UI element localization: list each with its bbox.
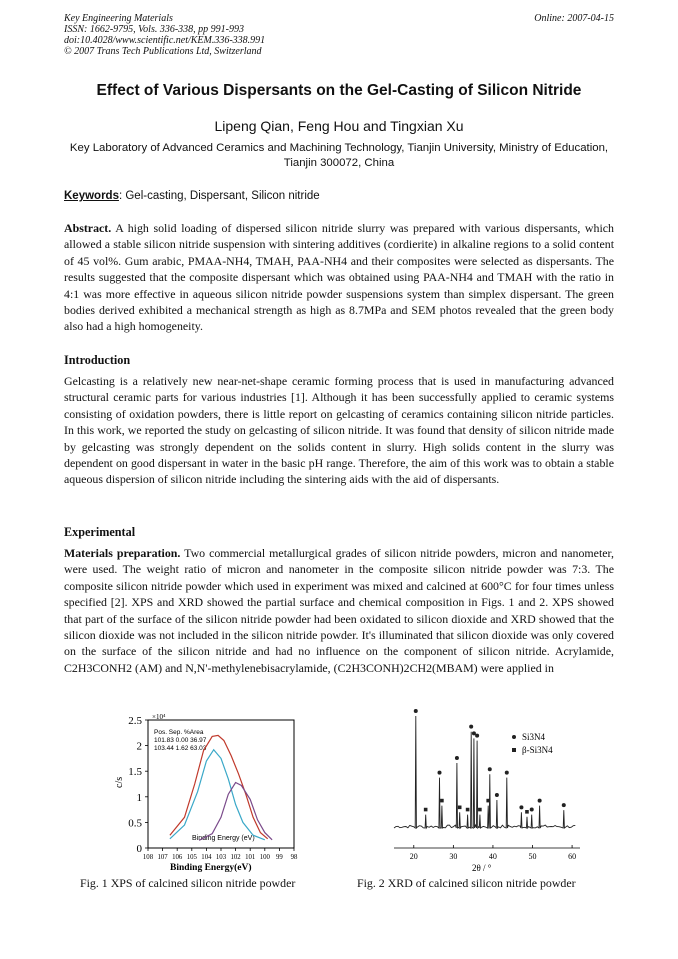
xps-x-tick-label: 99 (276, 854, 283, 861)
xrd-chart (390, 708, 590, 876)
xps-x-axis-label: Binding Energy(eV) (170, 863, 252, 873)
xrd-peak-circle-marker (488, 767, 492, 771)
keywords-label: Keywords (64, 190, 119, 202)
xrd-peak-square-marker (458, 806, 462, 810)
xps-x-tick-label: 103 (215, 854, 227, 861)
xrd-x-tick-label: 20 (409, 852, 418, 861)
materials-label: Materials preparation. (64, 546, 181, 560)
xps-x-tick-label: 102 (230, 854, 241, 861)
journal-name: Key Engineering Materials (64, 13, 173, 24)
abstract-label: Abstract. (64, 221, 112, 235)
xrd-x-tick-label: 50 (528, 852, 537, 861)
figure-2 (357, 708, 590, 890)
materials-text: Two commercial metallurgical grades of silicon nitride powders, micron and nanometer, were used. The weight ratio of micron and nanometer in the composite silicon nitride powder was 7:3. The composite silicon nitride powder which used in experiment was mixed and calcined at 600°C for four times unless specified [2]. XPS and XRD showed the partial surface and chemical composition in Figs. 1 and 2. XPS showed that part of the surface of the silicon nitride powder had been oxidated to silicon dioxide and XRD showed that the silicon dioxide was not included in the silicon nitride powder. It's illuminated that silicon dioxide was only covered on the surface of the silicon nitride and had no influence on the component of silicon nitride. Acrylamide, C2H3CONH2 (AM) and N,N'-methylenebisacrylamide, (C2H3CONH)2CH2(MBAM) were applied in (64, 546, 614, 675)
xrd-pattern-line (394, 716, 575, 828)
authors: Lipeng Qian, Feng Hou and Tingxian Xu (214, 118, 464, 134)
experimental-text (64, 545, 614, 676)
xps-x-tick-label: 108 (142, 854, 154, 861)
xps-x-tick-label: 104 (201, 854, 212, 861)
issn-line: ISSN: 1662-9795, Vols. 336-338, pp 991-993 (64, 24, 244, 35)
xrd-x-tick-label: 40 (488, 852, 497, 861)
affiliation: Key Laboratory of Advanced Ceramics and Machining Technology, Tianjin University, Ministry of Education, Tianjin 300072, China (69, 142, 609, 169)
xrd-x-tick-label: 30 (449, 852, 458, 861)
xrd-x-axis-label: 2θ / ° (472, 863, 492, 873)
keywords (64, 190, 320, 202)
paper-title: Effect of Various Dispersants on the Gel-Casting of Silicon Nitride (96, 82, 582, 99)
xrd-peak-square-marker (440, 799, 444, 803)
xrd-peak-circle-marker (495, 793, 499, 797)
xps-peak-table-header: Pos. Sep. %Area (154, 729, 204, 736)
xps-peak-table-row: 101.83 0.00 36.97 (154, 737, 207, 744)
experimental-heading: Experimental (64, 525, 136, 539)
xps-multiplier: ×10⁴ (152, 713, 166, 721)
introduction-text: Gelcasting is a relatively new near-net-shape ceramic forming process that is used in manufacturing advanced structural ceramic parts for various industries [1]. Although it has been successfully applied to ceramic systems consisting of oxidation powders, there is little report on gelcasting of ceramics containing silicon nitride particles. In this work, we reported the study on gelcasting of silicon nitride. It was found that density of silicon nitride made by gelcasting was strongly dependent on the solids content in slurry. High solids content in the slurry was dependent on good dispersant in water in the basic pH range. Therefore, the aim of this work was to obtain a stable aqueous dispersion of silicon nitride including the sintering aids with the aid of dispersants. (64, 374, 614, 487)
xps-y-tick-label: 2.5 (128, 715, 142, 727)
xps-x-tick-label: 100 (259, 854, 270, 861)
figure-1-caption: Fig. 1 XPS of calcined silicon nitride powder (80, 876, 296, 890)
xrd-legend-label: β-Si3N4 (522, 745, 553, 755)
xps-x-tick-label: 98 (290, 854, 298, 861)
abstract (64, 220, 614, 335)
xrd-peak-circle-marker (455, 756, 459, 760)
xrd-peak-circle-marker (414, 709, 418, 713)
copyright-line: © 2007 Trans Tech Publications Ltd, Switzerland (64, 46, 262, 57)
xrd-peak-circle-marker (475, 734, 479, 738)
figure-1 (80, 708, 300, 890)
xps-chart (100, 708, 300, 876)
xps-x-tick-label: 106 (172, 854, 183, 861)
xps-y-tick-label: 0.5 (128, 817, 142, 830)
xps-y-tick-label: 1.5 (128, 766, 142, 779)
xrd-legend-circle-marker (512, 735, 516, 739)
xrd-peak-square-marker (424, 808, 428, 812)
xps-x-tick-label: 105 (186, 854, 197, 861)
xps-x-tick-label: 107 (157, 854, 168, 861)
xrd-peak-circle-marker (469, 725, 473, 729)
journal-header (64, 13, 265, 57)
xps-inner-label: Binding Energy (eV) (192, 835, 255, 842)
doi-line: doi:10.4028/www.scientific.net/KEM.336-338.991 (64, 35, 266, 46)
figure-2-caption: Fig. 2 XRD of calcined silicon nitride powder (357, 876, 576, 890)
xps-x-tick-label: 101 (245, 854, 256, 861)
online-date: Online: 2007-04-15 (534, 13, 614, 24)
xrd-peak-circle-marker (519, 805, 523, 809)
xrd-peak-circle-marker (562, 803, 566, 807)
xrd-legend-label: Si3N4 (522, 732, 546, 742)
xps-y-tick-label: 2 (136, 740, 142, 753)
xps-y-tick-label: 1 (136, 791, 142, 804)
xrd-legend-square-marker (512, 748, 516, 752)
xrd-peak-square-marker (486, 799, 490, 803)
xps-y-axis-label: c/s (114, 776, 125, 788)
xrd-peak-square-marker (466, 808, 470, 812)
xrd-peak-circle-marker (438, 771, 442, 775)
introduction-heading: Introduction (64, 353, 131, 367)
xps-y-tick-label: 0 (136, 843, 142, 855)
xrd-x-tick-label: 60 (568, 852, 577, 861)
xps-peak-table-row: 103.44 1.62 63.03 (154, 745, 207, 752)
xrd-peak-circle-marker (538, 799, 542, 803)
xrd-peak-circle-marker (505, 771, 509, 775)
abstract-text: A high solid loading of dispersed silicon nitride slurry was prepared with various dispersants, which allowed a stable silicon nitride suspension with sintering additives (cordierite) in alkaline regions to a solid content of 45 vol%. Gum arabic, PMAA-NH4, TMAH, PAA-NH4 and their composites were selected as dispersants. The results suggested that the composite dispersant which was obtained using PAA-NH4 and TMAH with the ratio in 4:1 was more effective in aqueous silicon nitride powder suspensions system than simplex dispersant. The green bodies derived exhibited a mechanical strength as high as 8.7MPa and SEM photos revealed that the green body also had a high homogeneity. (64, 221, 614, 334)
xrd-peak-square-marker (525, 810, 529, 814)
xrd-peak-circle-marker (530, 808, 534, 812)
keywords-text: : Gel-casting, Dispersant, Silicon nitride (118, 190, 320, 202)
xrd-peak-square-marker (478, 808, 482, 812)
